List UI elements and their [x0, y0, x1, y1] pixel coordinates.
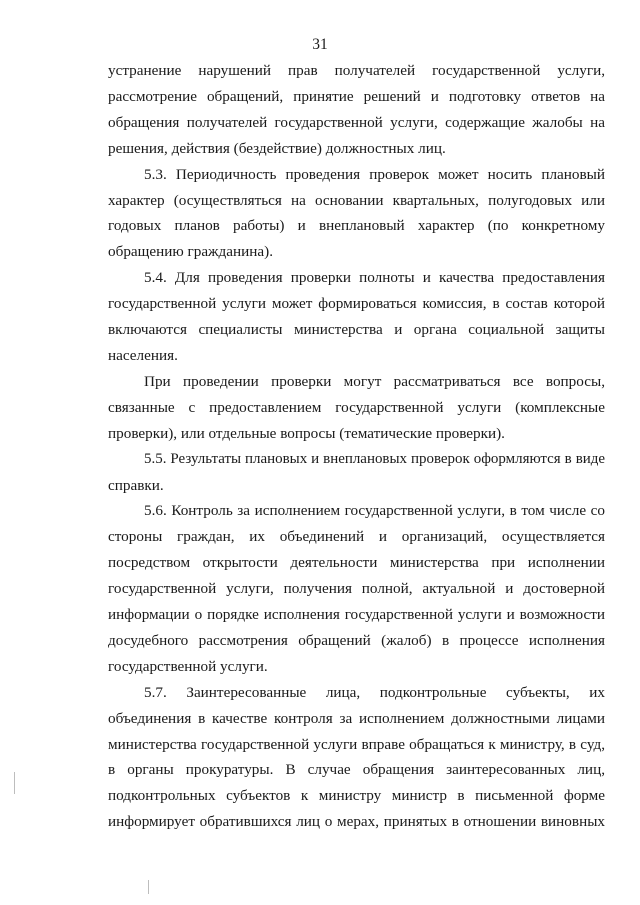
scan-margin-mark	[14, 772, 15, 794]
text-line: проверки), или отдельные вопросы (тематические проверки).	[108, 424, 505, 442]
text-line: государственной услуги, получения полной, актуальной и достоверной	[108, 580, 605, 598]
text-line: 5.5. Результаты плановых и внеплановых проверок оформляются в виде	[144, 450, 605, 467]
text-line: государственной услуги может формироваться комиссия, в состав которой	[108, 295, 605, 313]
text-line: обращению гражданина).	[108, 243, 273, 261]
text-line: рассмотрение обращений, принятие решений и подготовку ответов на	[108, 87, 605, 105]
paragraph-intro	[108, 58, 605, 162]
text-line: характер (осуществляться на основании квартальных, полугодовых или	[108, 191, 605, 209]
text-line: годовых планов работы) и внеплановый характер (по конкретному	[108, 217, 605, 235]
scan-margin-mark	[148, 880, 149, 894]
text-line: в органы прокуратуры. В случае обращения заинтересованных лиц,	[108, 761, 605, 779]
text-line: решения, действия (бездействие) должностных лиц.	[108, 139, 446, 157]
paragraph-5-4-b	[108, 369, 605, 447]
text-line: информирует обратившихся лиц о мерах, принятых в отношении виновных	[108, 813, 605, 831]
text-line: При проведении проверки могут рассматриваться все вопросы,	[144, 372, 605, 390]
text-line: связанные с предоставлением государственной услуги (комплексные	[108, 398, 605, 416]
text-line: объединения в качестве контроля за исполнением должностными лицами	[108, 709, 605, 727]
text-line: посредством открытости деятельности министерства при исполнении	[108, 554, 605, 572]
text-line: государственной услуги.	[108, 657, 268, 675]
text-line: 5.3. Периодичность проведения проверок может носить плановый	[144, 165, 605, 183]
body-text	[108, 58, 605, 835]
text-line: населения.	[108, 346, 178, 364]
text-line: справки.	[108, 476, 164, 494]
text-line: 5.6. Контроль за исполнением государственной услуги, в том числе со	[144, 502, 605, 520]
text-line: министерства государственной услуги вправе обращаться к министру, в суд,	[108, 735, 605, 753]
text-line: включаются специалисты министерства и органа социальной защиты	[108, 321, 605, 339]
text-line: обращения получателей государственной услуги, содержащие жалобы на	[108, 113, 605, 131]
paragraph-5-7	[108, 680, 605, 835]
paragraph-5-4	[108, 265, 605, 369]
paragraph-5-3	[108, 162, 605, 266]
text-line: подконтрольных субъектов к министру министр в письменной форме	[108, 787, 605, 805]
paragraph-5-6	[108, 498, 605, 679]
page-number: 31	[312, 36, 328, 53]
text-line: 5.7. Заинтересованные лица, подконтрольные субъекты, их	[144, 683, 605, 701]
text-line: досудебного рассмотрения обращений (жалоб) в процессе исполнения	[108, 631, 605, 649]
paragraph-5-5	[108, 447, 605, 499]
text-line: 5.4. Для проведения проверки полноты и качества предоставления	[144, 269, 605, 287]
text-line: информации о порядке исполнения государственной услуги и возможности	[108, 606, 605, 624]
text-line: устранение нарушений прав получателей государственной услуги,	[108, 62, 605, 79]
text-line: стороны граждан, их объединений и организаций, осуществляется	[108, 528, 605, 546]
